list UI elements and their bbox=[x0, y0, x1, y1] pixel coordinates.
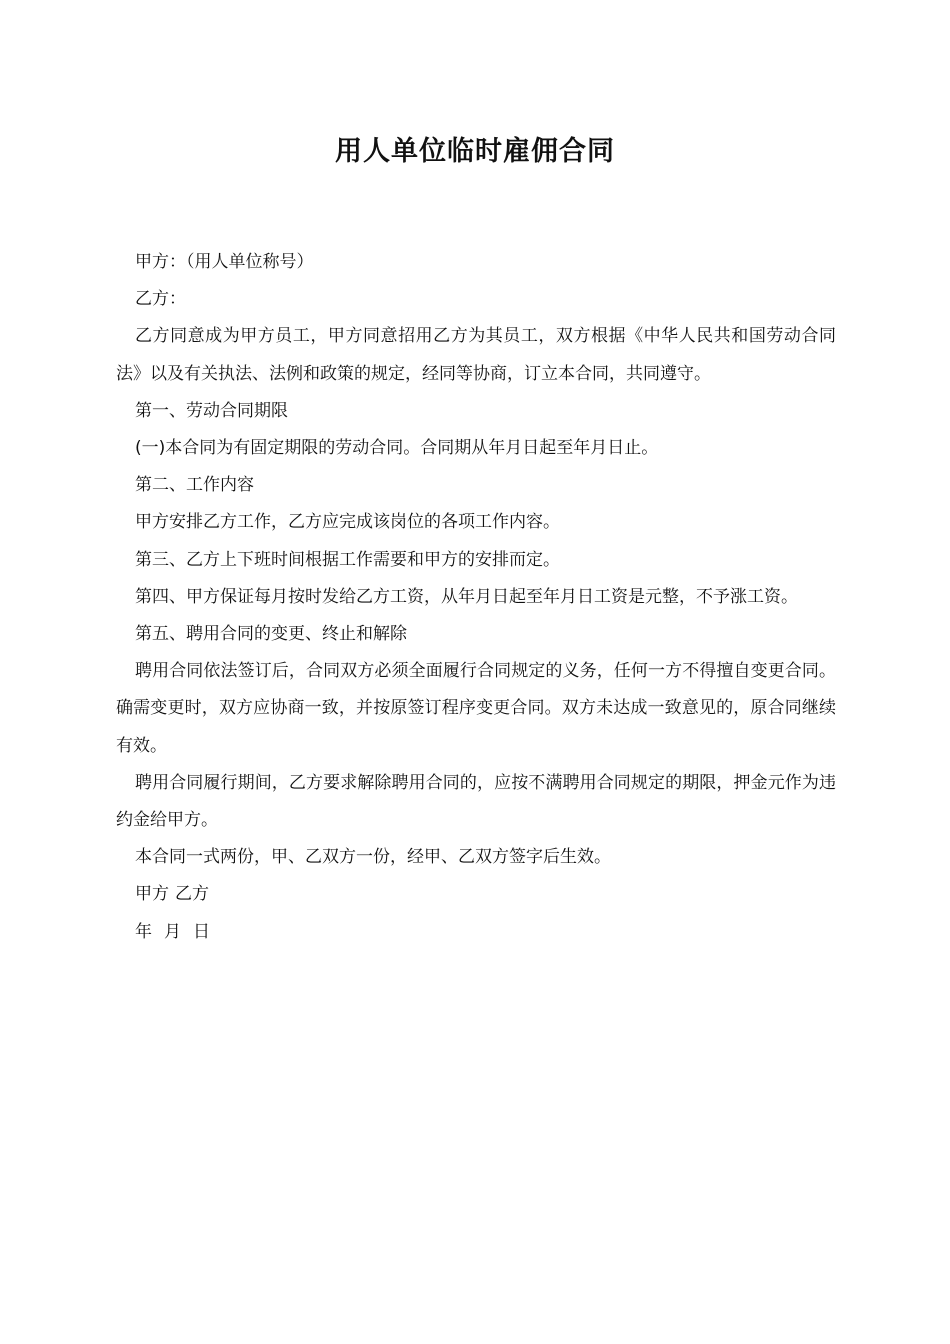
document-body bbox=[116, 244, 836, 951]
party-b-line: 乙方： bbox=[135, 289, 186, 310]
signature-party-a: 甲方 bbox=[135, 884, 169, 905]
section2-heading: 第二、工作内容 bbox=[135, 475, 254, 496]
copies-paragraph: 本合同一式两份，甲、乙双方一份，经甲、乙双方签字后生效。 bbox=[135, 847, 611, 868]
date-year: 年 bbox=[135, 921, 152, 942]
section5-heading: 第五、聘用合同的变更、终止和解除 bbox=[135, 624, 407, 645]
document-title: 用人单位临时雇佣合同 bbox=[335, 136, 615, 167]
section1-item: (一)本合同为有固定期限的劳动合同。合同期从年月日起至年月日止。 bbox=[135, 438, 659, 459]
section3-paragraph: 第三、乙方上下班时间根据工作需要和甲方的安排而定。 bbox=[135, 549, 560, 570]
section5-paragraph-1: 聘用合同依法签订后，合同双方必须全面履行合同规定的义务，任何一方不得擅自变更合同。确需变更时，双方应协商一致，并按原签订程序变更合同。双方未达成一致意见的，原合同继续有效。 bbox=[116, 661, 836, 756]
signature-party-b: 乙方 bbox=[175, 884, 209, 905]
intro-paragraph: 乙方同意成为甲方员工，甲方同意招用乙方为其员工，双方根据《中华人民共和国劳动合同法》以及有关执法、法例和政策的规定，经同等协商，订立本合同，共同遵守。 bbox=[116, 326, 836, 384]
section4-paragraph: 第四、甲方保证每月按时发给乙方工资，从年月日起至年月日工资是元整，不予涨工资。 bbox=[135, 586, 798, 607]
section5-paragraph-2: 聘用合同履行期间，乙方要求解除聘用合同的，应按不满聘用合同规定的期限，押金元作为违约金给甲方。 bbox=[116, 772, 836, 831]
section2-text: 甲方安排乙方工作，乙方应完成该岗位的各项工作内容。 bbox=[135, 512, 560, 533]
date-line bbox=[116, 914, 836, 951]
party-a-line: 甲方：（用人单位称号） bbox=[135, 252, 314, 272]
date-day: 日 bbox=[193, 921, 210, 942]
signature-line bbox=[116, 876, 836, 913]
section1-heading: 第一、劳动合同期限 bbox=[135, 400, 288, 421]
date-month: 月 bbox=[164, 921, 181, 942]
